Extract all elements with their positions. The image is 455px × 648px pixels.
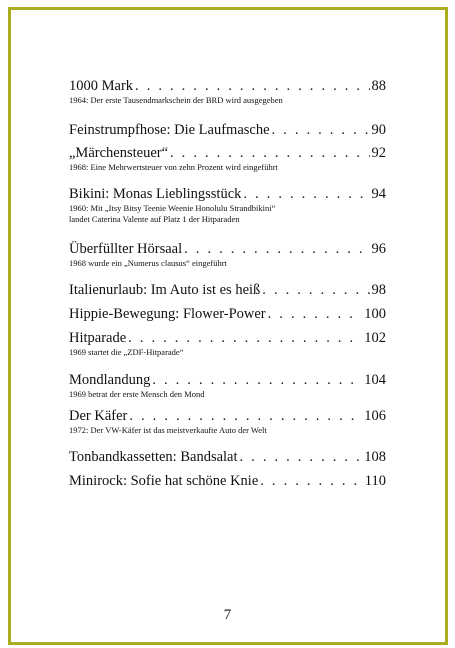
toc-entry-page: 92 — [371, 145, 386, 161]
toc-entry-title: „Märchensteuer“ — [69, 145, 169, 161]
toc-entry — [69, 473, 386, 497]
toc-entry — [69, 372, 386, 408]
toc-entry-title: Der Käfer — [69, 408, 128, 424]
toc-entry-page: 98 — [371, 282, 386, 298]
toc-entry-title: Hitparade — [69, 330, 127, 346]
toc-entry — [69, 78, 386, 122]
toc-entry — [69, 145, 386, 186]
toc-entry-title: Feinstrumpfhose: Die Laufmasche — [69, 122, 270, 138]
toc-entry-title: Minirock: Sofie hat schöne Knie — [69, 473, 259, 489]
dot-leader — [272, 122, 370, 139]
toc-entry — [69, 186, 386, 241]
toc-entry-page: 90 — [371, 122, 386, 138]
toc-entry-page: 96 — [371, 241, 386, 257]
dot-leader — [135, 78, 369, 95]
toc-entry-title: 1000 Mark — [69, 78, 134, 94]
toc-entry-page: 110 — [364, 473, 386, 489]
toc-entry-subtitle: 1964: Der erste Tausendmarkschein der BRD wird ausgegeben — [69, 95, 283, 105]
dot-leader — [170, 145, 369, 162]
dot-leader — [240, 449, 363, 466]
toc-entry-subtitle: 1969 betrat der erste Mensch den Mond — [69, 389, 205, 399]
page-number: 7 — [223, 607, 232, 623]
dot-leader — [243, 186, 369, 203]
toc-entry-subtitle: landet Caterina Valente auf Platz 1 der Hitparaden — [69, 214, 240, 224]
toc-entry — [69, 241, 386, 282]
toc-entry-page: 102 — [364, 330, 386, 346]
dot-leader — [184, 241, 369, 258]
toc-entry-page: 106 — [364, 408, 386, 424]
dot-leader — [152, 372, 362, 389]
toc-entry-subtitle: 1968: Eine Mehrwertsteuer von zehn Prozent wird eingeführt — [69, 162, 278, 172]
table-of-contents — [69, 78, 386, 497]
toc-entry-title: Italienurlaub: Im Auto ist es heiß — [69, 282, 261, 298]
toc-entry-page: 88 — [371, 78, 386, 94]
dot-leader — [268, 306, 363, 323]
toc-entry-subtitle: 1968 wurde ein „Numerus clausus“ eingeführt — [69, 258, 227, 268]
toc-entry-page: 108 — [364, 449, 386, 465]
toc-entry-subtitle: 1960: Mit „Itsy Bitsy Teenie Weenie Honolulu Strandbikini“ — [69, 203, 276, 213]
dot-leader — [128, 330, 362, 347]
dot-leader — [129, 408, 362, 425]
dot-leader — [260, 473, 363, 490]
toc-entry-title: Hippie-Bewegung: Flower-Power — [69, 306, 266, 322]
toc-entry-page: 104 — [364, 372, 386, 388]
toc-entry-subtitle: 1972: Der VW-Käfer ist das meistverkaufte Auto der Welt — [69, 425, 267, 435]
toc-entry-page: 94 — [371, 186, 386, 202]
toc-entry — [69, 122, 386, 145]
toc-entry-page: 100 — [364, 306, 386, 322]
toc-entry-subtitle: 1969 startet die „ZDF-Hitparade“ — [69, 347, 184, 357]
toc-entry — [69, 449, 386, 473]
dot-leader — [262, 282, 369, 299]
toc-entry-title: Mondlandung — [69, 372, 151, 388]
toc-entry — [69, 330, 386, 372]
toc-entry — [69, 306, 386, 330]
toc-entry-title: Überfüllter Hörsaal — [69, 241, 183, 257]
toc-entry — [69, 408, 386, 449]
toc-entry — [69, 282, 386, 306]
toc-entry-title: Tonbandkassetten: Bandsalat — [69, 449, 238, 465]
toc-entry-title: Bikini: Monas Lieblingsstück — [69, 186, 242, 202]
